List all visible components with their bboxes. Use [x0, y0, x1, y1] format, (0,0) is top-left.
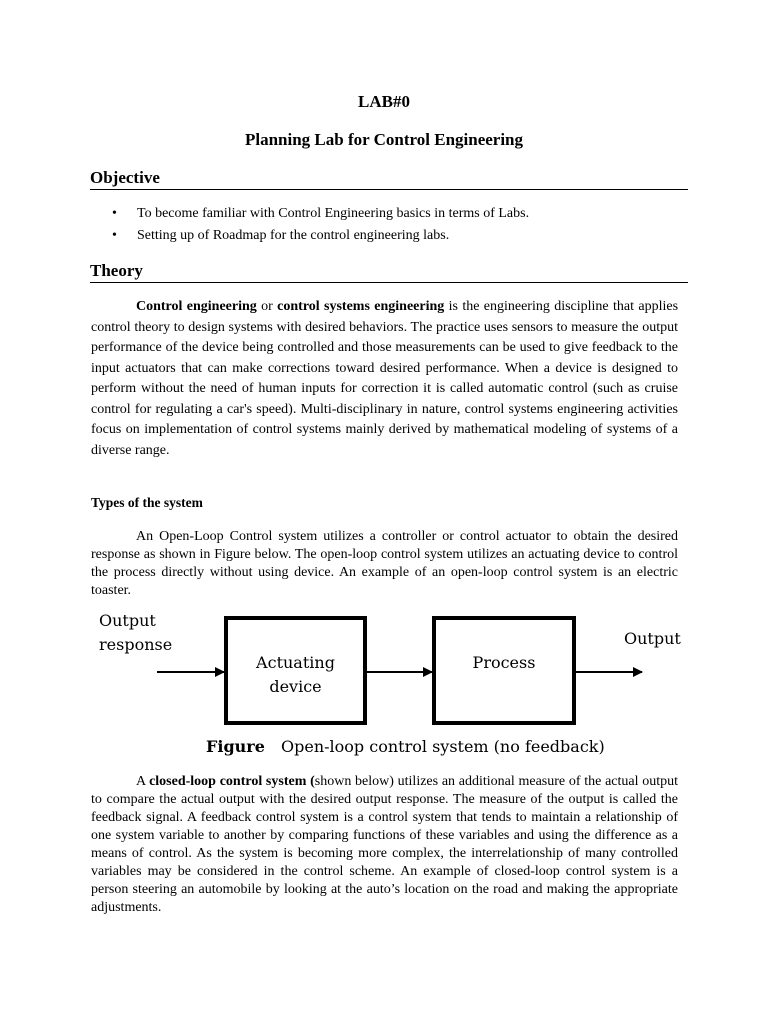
input-label-line1: Output [99, 611, 156, 630]
actuating-label-line1: Actuating [256, 653, 335, 672]
list-item [112, 226, 529, 248]
actuating-label-line2: device [269, 677, 322, 696]
closed-loop-paragraph: A closed-loop control system (shown below) utilizes an additional measure of the actual output to compare the actual output with the desired output response. The measure of the output is called the feedback signal. A feedback control system is a control system that tends to maintain a relationship of one system variable to another by comparing functions of these variables and using the difference as a means of control. As the system is becoming more complex, the interrelationship of many controlled variables may be considered in the control scheme. An example of closed-loop control system is a person steering an automobile by looking at the auto’s location on the road and making the appropriate adjustments. [91, 774, 678, 915]
lab-number: LAB#0 [358, 92, 410, 111]
theory-heading: Theory [90, 261, 688, 283]
types-heading: Types of the system [91, 495, 203, 510]
output-label: Output [624, 629, 681, 648]
closed-loop-text: shown below) utilizes an additional measure of the actual output to compare the actual output with the desired output response. The measure of the output is called the feedback signal. A feedback control system is a control system that tends to maintain a relationship of one system variable to another by comparing functions of these variables and using the difference as a means of control. As the system is becoming more complex, the interrelationship of many controlled variables may be considered in the control scheme. An example of closed-loop control system is a person steering an automobile by looking at the auto’s location on the road and making the appropriate adjustments. [91, 774, 678, 915]
theory-paragraph: Control engineering or control systems engineering is the engineering discipline that applies control theory to design systems with desired behaviors. The practice uses sensors to measure the output performance of the device being controlled and those measurements can be used to give feedback to the input actuators that can make corrections toward desired performance. When a device is designed to perform without the need of human inputs for correction it is called automatic control (such as cruise control for regulating a car's speed). Multi-disciplinary in nature, control systems engineering activities focus on implementation of control systems mainly derived by mathematical modeling of systems of a diverse range. [91, 299, 679, 458]
term-control-systems-engineering: control systems engineering [277, 299, 445, 314]
input-label-line2: response [99, 635, 173, 654]
open-loop-paragraph: An Open-Loop Control system utilizes a controller or control actuator to obtain the desired response as shown in Figure below. The open-loop control system utilizes an actuating device to control the process directly without using device. An example of an open-loop control system is an electric toaster. [91, 529, 678, 598]
term-closed-loop: closed-loop control system ( [149, 774, 315, 789]
objective-heading: Objective [90, 168, 688, 190]
process-label: Process [472, 653, 536, 672]
figure-caption-text: Open-loop control system (no feedback) [281, 737, 605, 756]
objective-item-text: Setting up of Roadmap for the control engineering labs. [137, 228, 450, 243]
bullet-icon: • [112, 228, 117, 243]
lab-title: Planning Lab for Control Engineering [244, 130, 524, 149]
objective-list [112, 204, 529, 248]
list-item [112, 204, 529, 226]
theory-text: is the engineering discipline that applies control theory to design systems with desired behaviors. The practice uses sensors to measure the output performance of the device being controlled and those measurements can be used to give feedback to the input actuators that can make corrections toward desired performance. When a device is designed to perform without the need of human inputs for correction it is called automatic control (such as cruise control for regulating a car's speed). Multi-disciplinary in nature, control systems engineering activities focus on implementation of control systems mainly derived by mathematical modeling of systems of a diverse range. [91, 299, 679, 458]
objective-item-text: To become familiar with Control Engineering basics in terms of Labs. [137, 206, 530, 221]
open-loop-diagram [0, 600, 768, 760]
term-control-engineering: Control engineering [136, 299, 257, 314]
figure-caption-label: Figure [206, 737, 265, 756]
bullet-icon: • [112, 206, 117, 221]
